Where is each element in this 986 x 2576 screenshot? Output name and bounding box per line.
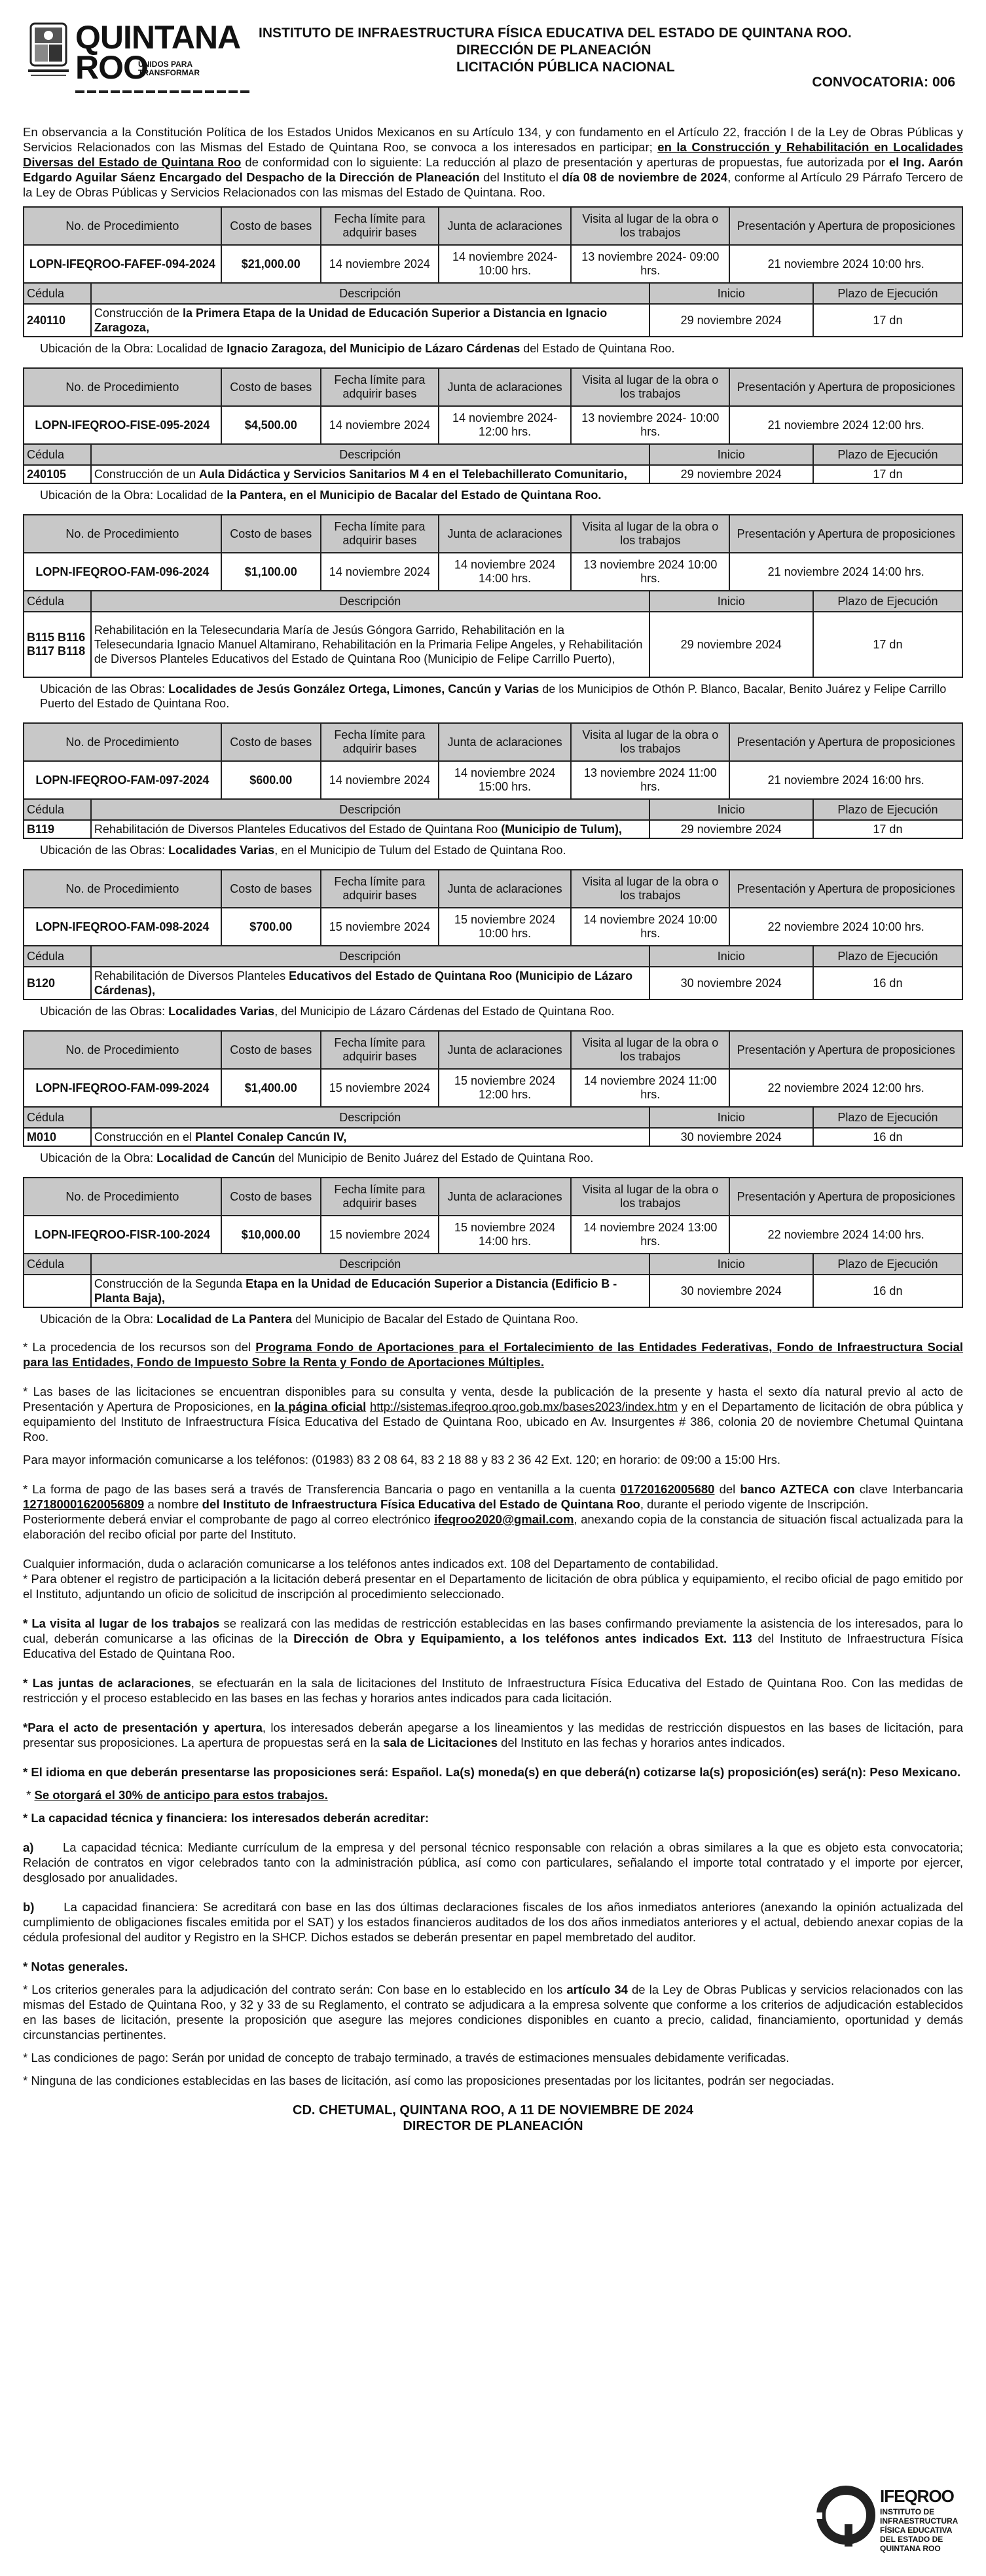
header-presentation: Presentación y Apertura de proposiciones [729, 870, 962, 908]
header-start: Inicio [649, 1254, 813, 1275]
procedure-junta: 14 noviembre 2024 15:00 hrs. [439, 761, 571, 799]
procedure-junta: 15 noviembre 2024 10:00 hrs. [439, 908, 571, 946]
header-cost: Costo de bases [221, 1178, 321, 1216]
procedures-list [23, 206, 963, 1326]
header-deadline: Fecha límite para adquirir bases [321, 1178, 439, 1216]
header-start: Inicio [649, 1107, 813, 1128]
header-procedure: No. de Procedimiento [24, 515, 221, 553]
note-apertura: *Para el acto de presentación y apertura, los interesados deberán apegarse a los lineamientos y las medidas de restricción dispuestos en las bases de licitación, para presentar sus proposiciones. La apertura de propuestas será en la sala de Licitaciones del Instituto en las fechas y horarios antes indicados. [23, 1721, 963, 1749]
procedure-junta: 14 noviembre 2024 14:00 hrs. [439, 553, 571, 591]
procedure-number: LOPN-IFEQROO-FISR-100-2024 [24, 1216, 221, 1254]
procedure-junta: 15 noviembre 2024 12:00 hrs. [439, 1069, 571, 1107]
header-cedula: Cédula [24, 1254, 91, 1275]
procedure-block [23, 869, 963, 1018]
procedure-description: Rehabilitación de Diversos Planteles Educativos del Estado de Quintana Roo (Municipio de Lázaro Cárdenas), [91, 967, 649, 999]
procedure-junta: 14 noviembre 2024-12:00 hrs. [439, 406, 571, 444]
header-procedure: No. de Procedimiento [24, 1178, 221, 1216]
procedure-visit: 13 noviembre 2024 10:00 hrs. [571, 553, 729, 591]
procedure-deadline: 14 noviembre 2024 [321, 406, 439, 444]
procedure-number: LOPN-IFEQROO-FAFEF-094-2024 [24, 245, 221, 283]
note-criteria: * Los criterios generales para la adjudicación del contrato serán: Con base en lo establecido en los artículo 34 de la Ley de Obras Publicas y servicios relacionados con las mismas del Estado de Quintana Roo, y 32 y 33 de su Reglamento, el contrato se adjudicara a la empresa solvente que conforme a los criterios de adjudicación establecidos en las bases de licitación, presente la proposición que asegure las mejores condiciones disponibles en cuanto a precio, calidad, financiamiento, oportunidad y demás circunstancias pertinentes. [23, 1983, 964, 2042]
header-deadline: Fecha límite para adquirir bases [321, 368, 439, 406]
header-junta: Junta de aclaraciones [439, 1178, 571, 1216]
header-junta: Junta de aclaraciones [439, 870, 571, 908]
note-capacity-b: b) La capacidad financiera: Se acreditará con base en las dos últimas declaraciones fiscales de los años inmediatos anteriores (anexando la opinión actualizada del cumplimiento de obligaciones fiscales emitida por el SAT) y los estados financieros auditados de los dos años inmediatos anteriores y el actual, debiendo anexar copias de la cédula profesional del auditor y Registro en la SHCP. Dichos estados se deberán presentar en papel membretado del auditor. [23, 1900, 963, 1944]
place-date: CD. CHETUMAL, QUINTANA ROO, A 11 DE NOVIEMBRE DE 2024 [293, 2103, 693, 2118]
header-description: Descripción [91, 444, 649, 465]
header-junta: Junta de aclaraciones [439, 515, 571, 553]
procedure-junta: 14 noviembre 2024-10:00 hrs. [439, 245, 571, 283]
procedure-visit: 13 noviembre 2024- 10:00 hrs. [571, 406, 729, 444]
procedure-cost: $10,000.00 [221, 1216, 321, 1254]
procedure-deadline: 15 noviembre 2024 [321, 1069, 439, 1107]
procedure-term: 16 dn [813, 1275, 962, 1307]
header-deadline: Fecha límite para adquirir bases [321, 207, 439, 245]
header-procedure: No. de Procedimiento [24, 368, 221, 406]
header-cost: Costo de bases [221, 368, 321, 406]
note-funding: * La procedencia de los recursos son del Programa Fondo de Aportaciones para el Fortalecimiento de las Entidades Federativas, Fondo de Infraestructura Social para las Entidades, Fondo de Impuesto Sobre la Renta y Fondo de Aportaciones Múltiples. [23, 1340, 963, 1369]
procedure-location: Ubicación de las Obras: Localidades Varias, del Municipio de Lázaro Cárdenas del Estado de Quintana Roo. [40, 1005, 615, 1018]
note-receipt: Posteriormente deberá enviar el comprobante de pago al correo electrónico ifeqroo2020@gmail.com, anexando copia de la constancia de situación fiscal actualizada para la elaboración del recibo oficial por parte del Instituto. [23, 1512, 963, 1541]
procedure-start: 30 noviembre 2024 [649, 967, 813, 999]
procedure-table [23, 367, 963, 484]
bases-link[interactable]: http://sistemas.ifeqroo.qroo.gob.mx/bases2023/index.htm [370, 1400, 678, 1413]
procedure-start: 29 noviembre 2024 [649, 612, 813, 677]
convocatoria-number: CONVOCATORIA: 006 [812, 75, 955, 90]
header-presentation: Presentación y Apertura de proposiciones [729, 723, 962, 761]
header-cost: Costo de bases [221, 723, 321, 761]
procedure-table [23, 869, 963, 1000]
header-term: Plazo de Ejecución [813, 444, 962, 465]
procedure-cedula: B119 [24, 820, 91, 838]
procedure-visit: 13 noviembre 2024- 09:00 hrs. [571, 245, 729, 283]
procedure-table [23, 1177, 963, 1308]
procedure-deadline: 15 noviembre 2024 [321, 1216, 439, 1254]
procedure-cedula: 240105 [24, 465, 91, 483]
ifeqroo-name: IFEQROO [880, 2486, 954, 2506]
procedure-block [23, 1177, 963, 1326]
procedure-term: 17 dn [813, 820, 962, 838]
header-presentation: Presentación y Apertura de proposiciones [729, 515, 962, 553]
header-cost: Costo de bases [221, 1031, 321, 1069]
header-procedure: No. de Procedimiento [24, 723, 221, 761]
procedure-visit: 13 noviembre 2024 11:00 hrs. [571, 761, 729, 799]
header-start: Inicio [649, 283, 813, 304]
header-procedure: No. de Procedimiento [24, 870, 221, 908]
brand-tagline: UNIDOS PARA TRANSFORMAR [138, 60, 200, 77]
procedure-presentation: 21 noviembre 2024 12:00 hrs. [729, 406, 962, 444]
signature-block [23, 2102, 963, 2134]
header-description: Descripción [91, 799, 649, 820]
header-start: Inicio [649, 591, 813, 612]
header-cedula: Cédula [24, 946, 91, 967]
intro-text-4: , conforme al Artículo 29 Párrafo Tercero de la Ley de Obras Públicas y Servicios Relacionados con las mismas del Estado de Quintana. Roo. [23, 170, 963, 199]
intro-text-3: del Instituto el [479, 170, 562, 184]
header-term: Plazo de Ejecución [813, 1107, 962, 1128]
note-payment: * La forma de pago de las bases será a través de Transferencia Bancaria o pago en ventanilla a la cuenta 01720162005680 del banco AZTECA con clave Interbancaria 127180001620056809 a nombre del Instituto de Infraestructura Física Educativa del Estado de Quintana Roo, durante el periodo vigente de Inscripción. [23, 1482, 963, 1511]
header-start: Inicio [649, 444, 813, 465]
procedure-location: Ubicación de la Obra: Localidad de Ignacio Zaragoza, del Municipio de Lázaro Cárdenas del Estado de Quintana Roo. [40, 342, 675, 355]
procedure-presentation: 21 noviembre 2024 14:00 hrs. [729, 553, 962, 591]
header-cost: Costo de bases [221, 870, 321, 908]
header-visit: Visita al lugar de la obra o los trabajos [571, 1178, 729, 1216]
procedure-visit: 14 noviembre 2024 13:00 hrs. [571, 1216, 729, 1254]
procedure-location: Ubicación de la Obra: Localidad de la Pantera, en el Municipio de Bacalar del Estado de Quintana Roo. [40, 489, 602, 502]
note-general: * Notas generales. [23, 1960, 128, 1973]
state-seal-icon [26, 20, 71, 85]
header-deadline: Fecha límite para adquirir bases [321, 515, 439, 553]
procedure-location: Ubicación de la Obra: Localidad de Cancún del Municipio de Benito Juárez del Estado de Quintana Roo. [40, 1151, 594, 1165]
ifeqroo-logo [816, 2482, 966, 2567]
intro-bold-2: el Ing. Aarón Edgardo Aguilar Sáenz Encargado del Despacho de la Dirección de Planeación [23, 155, 963, 184]
header-start: Inicio [649, 799, 813, 820]
header-presentation: Presentación y Apertura de proposiciones [729, 207, 962, 245]
ifeqroo-subtitle: INSTITUTO DE INFRAESTRUCTURA FÍSICA EDUCATIVA DEL ESTADO DE QUINTANA ROO [880, 2507, 958, 2553]
note-language: * El idioma en que deberán presentarse las proposiciones será: Español. La(s) moneda(s) en que deberá(n) cotizarse la(s) proposición(es) será(n): Peso Mexicano. [23, 1765, 961, 1779]
header-deadline: Fecha límite para adquirir bases [321, 1031, 439, 1069]
intro-bold-3: día 08 de noviembre de 2024 [562, 170, 728, 184]
procedure-cedula [24, 1275, 91, 1307]
header-junta: Junta de aclaraciones [439, 1031, 571, 1069]
header-visit: Visita al lugar de la obra o los trabajos [571, 207, 729, 245]
procedure-deadline: 15 noviembre 2024 [321, 908, 439, 946]
email-link[interactable]: ifeqroo2020@gmail.com [434, 1512, 574, 1526]
procedure-number: LOPN-IFEQROO-FAM-098-2024 [24, 908, 221, 946]
procedure-location: Ubicación de las Obras: Localidades de Jesús González Ortega, Limones, Cancún y Varias de los Municipios de Othón P. Blanco, Bacalar, Benito Juárez y Felipe Carrillo Puerto del Estado de Quintana Roo. [40, 682, 947, 710]
procedure-start: 29 noviembre 2024 [649, 820, 813, 838]
document-page [23, 0, 963, 2134]
procedure-number: LOPN-IFEQROO-FAM-097-2024 [24, 761, 221, 799]
note-payment-conditions: * Las condiciones de pago: Serán por unidad de concepto de trabajo terminado, a través de estimaciones mensuales debidamente verificadas. [23, 2051, 790, 2064]
procedure-table [23, 722, 963, 839]
header-visit: Visita al lugar de la obra o los trabajos [571, 1031, 729, 1069]
note-registration: * Para obtener el registro de participación a la licitación deberá presentar en el Departamento de licitación de obra pública y equipamiento, el recibo oficial de pago emitido por el Instituto, adjuntando un oficio de solicitud de inscripción al procedimiento seleccionado. [23, 1572, 963, 1601]
procedure-cost: $21,000.00 [221, 245, 321, 283]
procedure-cost: $700.00 [221, 908, 321, 946]
procedure-description: Rehabilitación en la Telesecundaria María de Jesús Góngora Garrido, Rehabilitación en la Telesecundaria Ignacio Manuel Altamirano, Rehabilitación en la Primaria Felipe Angeles, y Rehabilitación de Diversos Planteles Educativos del Estado de Quintana Roo (Municipio de Felipe Carrillo Puerto), [91, 612, 649, 677]
note-accounting: Cualquier información, duda o aclaración comunicarse a los teléfonos antes indicados ext. 108 del Departamento de contabilidad. [23, 1557, 719, 1571]
tender-type: LICITACIÓN PÚBLICA NACIONAL [456, 60, 675, 75]
procedure-cedula: B115 B116 B117 B118 [24, 612, 91, 677]
procedure-number: LOPN-IFEQROO-FAM-096-2024 [24, 553, 221, 591]
procedure-junta: 15 noviembre 2024 14:00 hrs. [439, 1216, 571, 1254]
procedure-cedula: M010 [24, 1128, 91, 1146]
brand-quintana: QUINTANA [75, 19, 241, 56]
header-cedula: Cédula [24, 444, 91, 465]
header-description: Descripción [91, 1254, 649, 1275]
header-term: Plazo de Ejecución [813, 946, 962, 967]
procedure-number: LOPN-IFEQROO-FAM-099-2024 [24, 1069, 221, 1107]
procedure-term: 16 dn [813, 1128, 962, 1146]
procedure-presentation: 22 noviembre 2024 14:00 hrs. [729, 1216, 962, 1254]
header-description: Descripción [91, 283, 649, 304]
header-visit: Visita al lugar de la obra o los trabajos [571, 515, 729, 553]
procedure-deadline: 14 noviembre 2024 [321, 245, 439, 283]
procedure-visit: 14 noviembre 2024 10:00 hrs. [571, 908, 729, 946]
header-cedula: Cédula [24, 799, 91, 820]
procedure-block [23, 514, 963, 711]
notes-section [23, 1339, 963, 2088]
header-description: Descripción [91, 946, 649, 967]
procedure-cedula: 240110 [24, 304, 91, 337]
header-procedure: No. de Procedimiento [24, 1031, 221, 1069]
procedure-cost: $1,400.00 [221, 1069, 321, 1107]
header-term: Plazo de Ejecución [813, 1254, 962, 1275]
quintana-roo-logo [75, 19, 252, 88]
procedure-presentation: 21 noviembre 2024 10:00 hrs. [729, 245, 962, 283]
header-description: Descripción [91, 1107, 649, 1128]
procedure-cost: $1,100.00 [221, 553, 321, 591]
signer-title: DIRECTOR DE PLANEACIÓN [403, 2119, 583, 2133]
procedure-term: 17 dn [813, 465, 962, 483]
header-term: Plazo de Ejecución [813, 799, 962, 820]
procedure-term: 16 dn [813, 967, 962, 999]
procedure-block [23, 206, 963, 356]
header-procedure: No. de Procedimiento [24, 207, 221, 245]
header-presentation: Presentación y Apertura de proposiciones [729, 1178, 962, 1216]
note-negotiation: * Ninguna de las condiciones establecidas en las bases de licitación, así como las proposiciones presentadas por los licitantes, podrán ser negociadas. [23, 2074, 835, 2087]
procedure-presentation: 22 noviembre 2024 10:00 hrs. [729, 908, 962, 946]
header-presentation: Presentación y Apertura de proposiciones [729, 1031, 962, 1069]
procedure-cedula: B120 [24, 967, 91, 999]
brand-roo: ROO [75, 49, 148, 86]
header-junta: Junta de aclaraciones [439, 368, 571, 406]
intro-text-1: En observancia a la Constitución Política de los Estados Unidos Mexicanos en su Artículo 134, y con fundamento en el Artículo 22, fracción I de la Ley de Obras Públicas y Servicios Relacionados con las Mismas del Estado de Quintana Roo, se convoca a los interesados en participar; [23, 125, 963, 154]
note-capacity-a: a) La capacidad técnica: Mediante currículum de la empresa y del personal técnico responsable con relación a obras similares a la que es objeto esta convocatoria; Relación de contratos en vigor celebrados tanto con la administración pública, así como con particulares, señalando el importe total contratado y el importe por ejercer, desglosado por anualidades. [23, 1840, 963, 1884]
header-term: Plazo de Ejecución [813, 283, 962, 304]
procedure-block [23, 722, 963, 857]
header-start: Inicio [649, 946, 813, 967]
note-bases: * Las bases de las licitaciones se encuentran disponibles para su consulta y venta, desde la publicación de la presente y hasta el sexto día natural previo al acto de Presentación y Apertura de Proposiciones, en la página oficial http://sistemas.ifeqroo.qroo.gob.mx/bases2023/index.htm y en el Departamento de licitación de obra pública y equipamiento del Instituto de Infraestructura Física Educativa del Estado de Quintana Roo, ubicado en Av. Insurgentes # 386, colonia 20 de noviembre Chetumal Quintana Roo. [23, 1385, 963, 1444]
header-junta: Junta de aclaraciones [439, 207, 571, 245]
header-visit: Visita al lugar de la obra o los trabajos [571, 723, 729, 761]
procedure-table [23, 206, 963, 337]
procedure-description: Construcción de un Aula Didáctica y Servicios Sanitarios M 4 en el Telebachillerato Comunitario, [91, 465, 649, 483]
procedure-term: 17 dn [813, 304, 962, 337]
header-visit: Visita al lugar de la obra o los trabajos [571, 870, 729, 908]
procedure-visit: 14 noviembre 2024 11:00 hrs. [571, 1069, 729, 1107]
procedure-location: Ubicación de la Obra: Localidad de La Pantera del Municipio de Bacalar del Estado de Quintana Roo. [40, 1313, 579, 1326]
procedure-start: 30 noviembre 2024 [649, 1128, 813, 1146]
procedure-description: Construcción en el Plantel Conalep Cancún IV, [91, 1128, 649, 1146]
note-phones: Para mayor información comunicarse a los teléfonos: (01983) 83 2 08 64, 83 2 18 88 y 83 2 36 42 Ext. 120; en horario: de 09:00 a 15:00 Hrs. [23, 1453, 780, 1466]
header-cedula: Cédula [24, 1107, 91, 1128]
procedure-table [23, 1030, 963, 1147]
procedure-presentation: 22 noviembre 2024 12:00 hrs. [729, 1069, 962, 1107]
header-cost: Costo de bases [221, 515, 321, 553]
procedure-table [23, 514, 963, 678]
institute-name: INSTITUTO DE INFRAESTRUCTURA FÍSICA EDUCATIVA DEL ESTADO DE QUINTANA ROO. [259, 26, 852, 41]
header-cedula: Cédula [24, 591, 91, 612]
note-visit: * La visita al lugar de los trabajos se realizará con las medidas de restricción establecidas en las bases confirmando previamente la asistencia de los interesados, para lo cual, deberán comunicarse a las oficinas de la Dirección de Obra y Equipamiento, a los teléfonos antes indicados Ext. 113 del Instituto de Infraestructura Física Educativa del Estado de Quintana Roo. [23, 1616, 963, 1660]
header-term: Plazo de Ejecución [813, 591, 962, 612]
header-deadline: Fecha límite para adquirir bases [321, 870, 439, 908]
brand-ribbon [75, 90, 252, 93]
note-juntas: * Las juntas de aclaraciones, se efectuarán en la sala de licitaciones del Instituto de Infraestructura Física Educativa del Estado de Quintana Roo. Con las medidas de restricción y el proceso establecido en las bases en las fechas y horarios antes indicados para cada licitación. [23, 1676, 963, 1705]
procedure-block [23, 1030, 963, 1165]
procedure-term: 17 dn [813, 612, 962, 677]
procedure-description: Rehabilitación de Diversos Planteles Educativos del Estado de Quintana Roo (Municipio de Tulum), [91, 820, 649, 838]
procedure-number: LOPN-IFEQROO-FISE-095-2024 [24, 406, 221, 444]
procedure-deadline: 14 noviembre 2024 [321, 761, 439, 799]
ifeqroo-q-icon [816, 2485, 876, 2550]
header-presentation: Presentación y Apertura de proposiciones [729, 368, 962, 406]
header-titles [259, 25, 953, 76]
header-deadline: Fecha límite para adquirir bases [321, 723, 439, 761]
note-advance: * Se otorgará el 30% de anticipo para estos trabajos. [23, 1788, 328, 1802]
procedure-presentation: 21 noviembre 2024 16:00 hrs. [729, 761, 962, 799]
document-header [23, 14, 963, 92]
procedure-cost: $600.00 [221, 761, 321, 799]
header-description: Descripción [91, 591, 649, 612]
procedure-description: Construcción de la Segunda Etapa en la Unidad de Educación Superior a Distancia (Edificio B - Planta Baja), [91, 1275, 649, 1307]
procedure-block [23, 367, 963, 502]
header-cedula: Cédula [24, 283, 91, 304]
intro-text-2: de conformidad con lo siguiente: La reducción al plazo de presentación y aperturas de propuestas, fue autorizada por [241, 155, 889, 169]
header-junta: Junta de aclaraciones [439, 723, 571, 761]
procedure-cost: $4,500.00 [221, 406, 321, 444]
intro-bold-1: en la Construcción y Rehabilitación en Localidades Diversas del Estado de Quintana Roo [23, 140, 963, 169]
procedure-start: 29 noviembre 2024 [649, 304, 813, 337]
procedure-description: Construcción de la Primera Etapa de la Unidad de Educación Superior a Distancia en Ignacio Zaragoza, [91, 304, 649, 337]
direction-name: DIRECCIÓN DE PLANEACIÓN [456, 43, 651, 58]
procedure-start: 30 noviembre 2024 [649, 1275, 813, 1307]
header-cost: Costo de bases [221, 207, 321, 245]
procedure-deadline: 14 noviembre 2024 [321, 553, 439, 591]
note-capacity: * La capacidad técnica y financiera: los interesados deberán acreditar: [23, 1811, 429, 1825]
header-visit: Visita al lugar de la obra o los trabajos [571, 368, 729, 406]
procedure-start: 29 noviembre 2024 [649, 465, 813, 483]
intro-paragraph [23, 124, 963, 200]
procedure-location: Ubicación de las Obras: Localidades Varias, en el Municipio de Tulum del Estado de Quintana Roo. [40, 844, 566, 857]
